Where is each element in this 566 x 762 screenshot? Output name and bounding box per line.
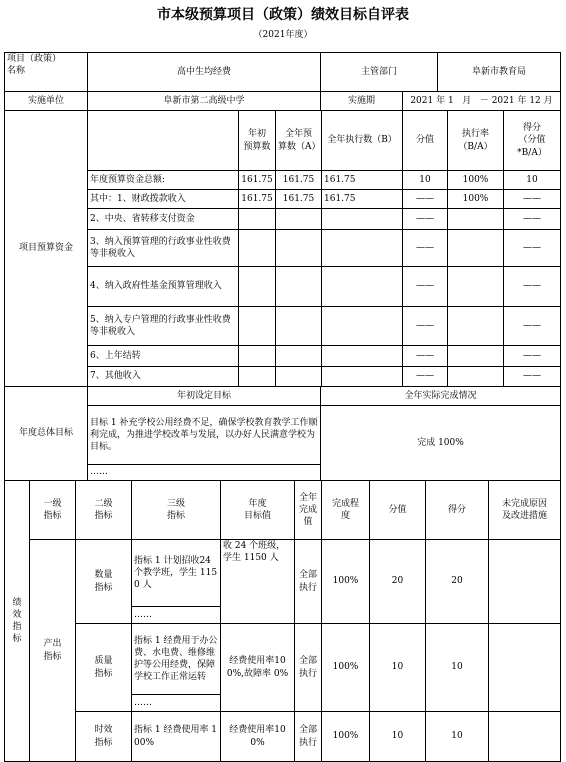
funds-row-initial bbox=[238, 229, 276, 267]
funds-row-score: —— bbox=[402, 306, 448, 346]
goals-ellipsis: …… bbox=[87, 464, 321, 481]
funds-row-executed bbox=[321, 345, 403, 367]
funds-row-label: 5、纳入专户管理的行政事业性收费等非税收入 bbox=[87, 306, 239, 346]
perf-row-score: 10 bbox=[369, 623, 426, 712]
funds-row-rate bbox=[447, 306, 504, 346]
perf-row-reason bbox=[488, 711, 561, 762]
perf-row-got: 20 bbox=[425, 539, 489, 624]
funds-row-rate bbox=[447, 229, 504, 267]
funds-row-annual bbox=[275, 306, 322, 346]
funds-row-points: 10 bbox=[503, 170, 561, 190]
funds-row-points: —— bbox=[503, 345, 561, 367]
perf-row-level2: 时效 指标 bbox=[75, 711, 132, 762]
funds-row-score: —— bbox=[402, 208, 448, 230]
perf-row-done: 全部 执行 bbox=[294, 539, 322, 624]
funds-section-label: 项目预算资金 bbox=[4, 110, 88, 387]
funds-row-initial bbox=[238, 266, 276, 307]
form-title: 市本级预算项目（政策）绩效目标自评表 bbox=[157, 7, 409, 23]
funds-row-executed bbox=[321, 266, 403, 307]
funds-row-annual bbox=[275, 345, 322, 367]
perf-row-ellipsis: …… bbox=[131, 606, 221, 624]
period-label: 实施期 bbox=[320, 91, 403, 111]
funds-row-initial bbox=[238, 366, 276, 387]
funds-row-rate: 100% bbox=[447, 189, 504, 209]
funds-row-executed: 161.75 bbox=[321, 189, 403, 209]
funds-row-initial: 161.75 bbox=[238, 189, 276, 209]
funds-row-points: —— bbox=[503, 189, 561, 209]
funds-col-points: 得分 （分值 *B/A） bbox=[503, 110, 561, 171]
perf-row-score: 20 bbox=[369, 539, 426, 624]
funds-row-initial bbox=[238, 345, 276, 367]
perf-row-done: 全部 执行 bbox=[294, 623, 322, 712]
perf-row-ellipsis: …… bbox=[131, 694, 221, 712]
funds-row-score: —— bbox=[402, 189, 448, 209]
perf-section-label: 绩 效 指 标 bbox=[4, 480, 30, 762]
funds-row-points: —— bbox=[503, 366, 561, 387]
perf-level1-output: 产出 指标 bbox=[29, 539, 76, 762]
funds-row-score: —— bbox=[402, 345, 448, 367]
goals-section-label: 年度总体目标 bbox=[4, 386, 88, 481]
unit-value: 阜新市第二高级中学 bbox=[87, 91, 321, 111]
funds-row-label: 7、其他收入 bbox=[87, 366, 239, 387]
funds-row-rate bbox=[447, 345, 504, 367]
perf-h-got: 得分 bbox=[425, 480, 489, 540]
perf-row-level3: 指标 1 经费使用率 100% bbox=[131, 711, 221, 762]
funds-row-rate bbox=[447, 208, 504, 230]
funds-col-executed: 全年执行数（B） bbox=[321, 110, 403, 171]
goals-actual-value: 完成 100% bbox=[320, 405, 561, 481]
funds-col-annual: 全年预 算数（A） bbox=[275, 110, 322, 171]
funds-row-annual bbox=[275, 266, 322, 307]
funds-row-rate: 100% bbox=[447, 170, 504, 190]
funds-row-label: 6、上年结转 bbox=[87, 345, 239, 367]
form-subtitle: （2021年度） bbox=[253, 30, 313, 40]
perf-h-done: 全年 完成 值 bbox=[294, 480, 322, 540]
funds-row-executed bbox=[321, 366, 403, 387]
funds-row-annual bbox=[275, 366, 322, 387]
perf-h-score: 分值 bbox=[369, 480, 426, 540]
dept-value: 阜新市教育局 bbox=[437, 52, 561, 92]
project-name-value: 高中生均经费 bbox=[87, 52, 321, 92]
perf-row-level2: 质量 指标 bbox=[75, 623, 132, 712]
perf-row-score: 10 bbox=[369, 711, 426, 762]
funds-row-label: 年度预算资金总额: bbox=[87, 170, 239, 190]
perf-row-got: 10 bbox=[425, 711, 489, 762]
funds-col-initial: 年初 预算数 bbox=[238, 110, 276, 171]
perf-row-target: 经费使用率100%,故障率 0% bbox=[220, 623, 295, 712]
perf-h-level2: 二级 指标 bbox=[75, 480, 132, 540]
dept-label: 主管部门 bbox=[320, 52, 438, 92]
period-value: 2021 年 1 月 － 2021 年 12 月 bbox=[402, 91, 561, 111]
funds-row-annual bbox=[275, 208, 322, 230]
goals-initial-value: 目标 1 补充学校公用经费不足，确保学校教育教学工作顺利完成，为推进学校改革与发展，以办好人民满意学校为目标。 bbox=[87, 405, 321, 465]
funds-row-label: 3、纳入预算管理的行政事业性收费等非税收入 bbox=[87, 229, 239, 267]
funds-header-blank bbox=[87, 110, 239, 171]
perf-row-done: 全部 执行 bbox=[294, 711, 322, 762]
funds-row-points: —— bbox=[503, 306, 561, 346]
funds-row-points: —— bbox=[503, 229, 561, 267]
funds-row-score: —— bbox=[402, 229, 448, 267]
perf-h-degree: 完成程 度 bbox=[321, 480, 370, 540]
funds-row-executed bbox=[321, 229, 403, 267]
perf-row-target: 收 24 个班级，学生 1150 人 bbox=[220, 539, 295, 624]
funds-row-label: 4、纳入政府性基金预算管理收入 bbox=[87, 266, 239, 307]
funds-row-initial bbox=[238, 306, 276, 346]
perf-h-target: 年度 目标值 bbox=[220, 480, 295, 540]
funds-row-label: 其中：1、财政拨款收入 bbox=[87, 189, 239, 209]
funds-col-score: 分值 bbox=[402, 110, 448, 171]
funds-row-executed bbox=[321, 208, 403, 230]
funds-row-annual bbox=[275, 229, 322, 267]
perf-row-degree: 100% bbox=[321, 539, 370, 624]
perf-row-level3: 指标 1 经费用于办公费、水电费、维修维护等公用经费，保障学校工作正常运转 bbox=[131, 623, 221, 695]
goals-actual-label: 全年实际完成情况 bbox=[320, 386, 561, 406]
funds-row-label: 2、中央、省转移支付资金 bbox=[87, 208, 239, 230]
funds-row-initial: 161.75 bbox=[238, 170, 276, 190]
funds-row-initial bbox=[238, 208, 276, 230]
perf-row-degree: 100% bbox=[321, 711, 370, 762]
project-name-label: 项目（政策） 名称 bbox=[4, 52, 88, 92]
funds-row-score: —— bbox=[402, 266, 448, 307]
perf-row-degree: 100% bbox=[321, 623, 370, 712]
unit-label: 实施单位 bbox=[4, 91, 88, 111]
funds-row-annual: 161.75 bbox=[275, 189, 322, 209]
funds-row-score: 10 bbox=[402, 170, 448, 190]
perf-h-level1: 一级 指标 bbox=[29, 480, 76, 540]
perf-h-reason: 未完成原因 及改进措施 bbox=[488, 480, 561, 540]
funds-row-executed bbox=[321, 306, 403, 346]
perf-row-got: 10 bbox=[425, 623, 489, 712]
funds-row-points: —— bbox=[503, 208, 561, 230]
funds-row-rate bbox=[447, 266, 504, 307]
perf-h-level3: 三级 指标 bbox=[131, 480, 221, 540]
perf-row-reason bbox=[488, 539, 561, 624]
funds-row-annual: 161.75 bbox=[275, 170, 322, 190]
perf-row-reason bbox=[488, 623, 561, 712]
funds-row-score: —— bbox=[402, 366, 448, 387]
funds-row-executed: 161.75 bbox=[321, 170, 403, 190]
funds-row-rate bbox=[447, 366, 504, 387]
funds-row-points: —— bbox=[503, 266, 561, 307]
funds-col-rate: 执行率 （B/A） bbox=[447, 110, 504, 171]
perf-row-level2: 数量 指标 bbox=[75, 539, 132, 624]
perf-row-level3: 指标 1 计划招收24 个教学班，学生 1150 人 bbox=[131, 539, 221, 607]
perf-row-target: 经费使用率100% bbox=[220, 711, 295, 762]
goals-initial-label: 年初设定目标 bbox=[87, 386, 321, 406]
